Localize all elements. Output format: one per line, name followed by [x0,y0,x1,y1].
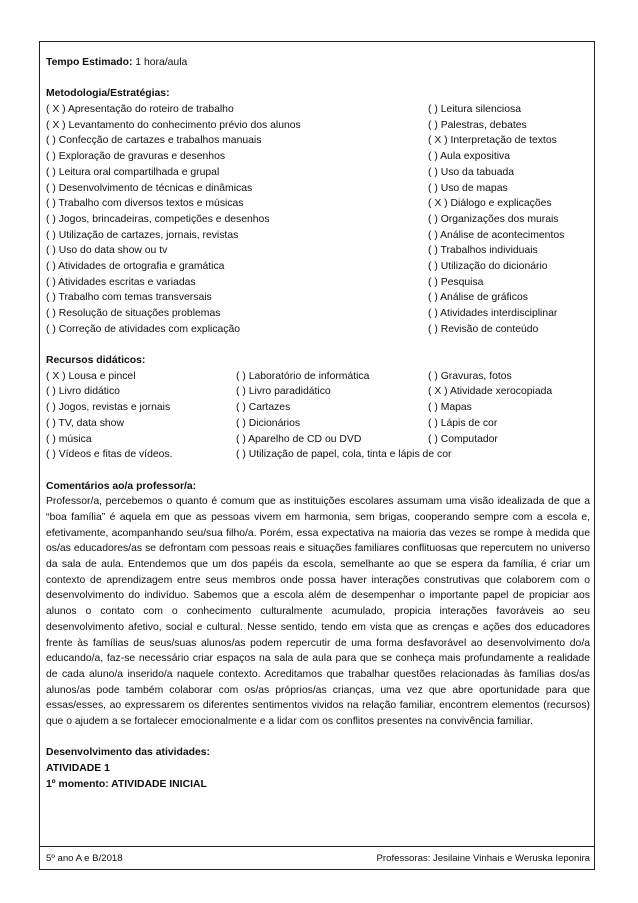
metodologia-option: ( ) Utilização de cartazes, jornais, revistas [46,229,239,241]
footer-class: 5º ano A e B/2018 [46,853,123,864]
recurso-option: ( ) Lápis de cor [428,417,498,429]
metodologia-option: ( ) Leitura oral compartilhada e grupal [46,166,220,178]
desenvolvimento-heading: Desenvolvimento das atividades: [46,747,210,759]
metodologia-option: ( ) Trabalho com temas transversais [46,292,212,304]
recursos-row [46,400,590,416]
metodologia-row [46,165,590,181]
metodologia-option: ( ) Atividades de ortografia e gramática [46,260,225,272]
metodologia-option: ( ) Uso da tabuada [428,166,515,178]
metodologia-option: ( ) Correção de atividades com explicação [46,323,241,335]
metodologia-option: ( ) Trabalho com diversos textos e músicas [46,198,244,210]
recurso-option: ( X ) Atividade xerocopiada [428,386,553,398]
recurso-option: ( ) Jogos, revistas e jornais [46,402,171,414]
footer [46,853,590,864]
metodologia-row [46,102,590,118]
metodologia-row [46,243,590,259]
recurso-option: ( ) Mapas [428,402,472,414]
metodologia-option: ( ) Análise de acontecimentos [428,229,565,241]
metodologia-option: ( ) Leitura silenciosa [428,104,521,116]
recurso-option: ( X ) Lousa e pincel [46,370,136,382]
recursos-heading: Recursos didáticos: [46,355,146,367]
metodologia-row [46,259,590,275]
metodologia-list [46,102,590,337]
footer-divider [39,846,595,847]
metodologia-row [46,196,590,212]
recursos-row [46,432,590,448]
metodologia-row [46,212,590,228]
recurso-option: ( ) Gravuras, fotos [428,370,512,382]
metodologia-option: ( X ) Diálogo e explicações [428,198,552,210]
recurso-option: ( ) Cartazes [236,402,291,414]
metodologia-option: ( ) Palestras, debates [428,119,527,131]
recursos-row [46,369,590,385]
metodologia-option: ( ) Atividades interdisciplinar [428,308,558,319]
recursos-row [46,416,590,432]
recursos-list [46,369,590,463]
metodologia-option: ( ) Atividades escritas e variadas [46,276,196,288]
recurso-option: ( ) Livro paradidático [236,386,331,398]
metodologia-row [46,118,590,134]
recurso-option: ( ) Dicionários [236,417,301,429]
metodologia-row [46,275,590,291]
comentarios-heading: Comentários ao/a professor/a: [46,480,197,492]
tempo-estimado [46,55,590,71]
tempo-value: 1 hora/aula [132,57,188,68]
metodologia-row [46,181,590,197]
recursos-row [46,447,590,463]
metodologia-option: ( X ) Interpretação de textos [428,135,557,147]
metodologia-row [46,322,590,338]
momento-title: 1º momento: ATIVIDADE INICIAL [46,778,207,790]
metodologia-option: ( ) Revisão de conteúdo [428,323,539,335]
atividade-title: ATIVIDADE 1 [46,763,110,775]
metodologia-row [46,306,590,322]
recurso-option: ( ) Laboratório de informática [236,370,370,382]
metodologia-option: ( ) Exploração de gravuras e desenhos [46,151,226,163]
recurso-option: ( ) Vídeos e fitas de vídeos. [46,449,173,461]
metodologia-option: ( ) Confecção de cartazes e trabalhos manuais [46,135,262,147]
recurso-option: ( ) Computador [428,433,498,445]
metodologia-row [46,228,590,244]
metodologia-row [46,149,590,165]
metodologia-option: ( ) Aula expositiva [428,151,511,163]
recurso-option: ( ) Livro didático [46,386,120,398]
metodologia-option: ( ) Uso de mapas [428,182,508,194]
metodologia-option: ( X ) Apresentação do roteiro de trabalho [46,104,234,116]
document-body [46,55,590,793]
recurso-option: ( ) Utilização de papel, cola, tinta e lápis de cor [236,449,452,461]
metodologia-option: ( ) Trabalhos individuais [428,245,538,257]
metodologia-option: ( ) Análise de gráficos [428,292,528,304]
metodologia-option: ( ) Uso do data show ou tv [46,245,168,257]
metodologia-row [46,290,590,306]
metodologia-option: ( ) Resolução de situações problemas [46,308,221,319]
metodologia-heading: Metodologia/Estratégias: [46,88,170,100]
footer-teachers: Professoras: Jesilaine Vinhais e Weruska Ieponira [376,853,590,864]
metodologia-row [46,133,590,149]
metodologia-option: ( X ) Levantamento do conhecimento prévio dos alunos [46,119,301,131]
metodologia-option: ( ) Pesquisa [428,276,484,288]
recurso-option: ( ) música [46,433,92,445]
metodologia-option: ( ) Jogos, brincadeiras, competições e desenhos [46,213,270,225]
metodologia-option: ( ) Organizações dos murais [428,213,559,225]
metodologia-option: ( ) Utilização do dicionário [428,260,548,272]
metodologia-option: ( ) Desenvolvimento de técnicas e dinâmicas [46,182,253,194]
recurso-option: ( ) TV, data show [46,417,124,429]
comentarios-paragraph: Professor/a, percebemos o quanto é comum que as instituições escolares assumam uma visão idealizada de que a “boa família” é aquela em que as pessoas vivem em harmonia, sem brigas, cooperando sempre com a escola e, efetivamente, acompanhando seu/sua filho/a. Porém, essa expectativa na maioria das vezes se rompe à medida que os/as educadores/as se defrontam com pessoas reais e situações familiares conflituosas que repercutem no universo da sala de aula. Entendemos que um dos papéis da escola, semelhante ao que se espera da família, é criar um contexto de aprendizagem entre seus membros onde possa haver interações construtivas que colaborem com o desenvolvimento do indivíduo. Sabemos que a escola além de desempenhar o importante papel de propiciar aos alunos o contato com o conhecimento culturalmente acumulado, propicia interações favoráveis ao seu desenvolvimento afetivo, social e cultural. Nesse sentido, tendo em vista que as crenças e ações dos educadores frente às famílias de seus/suas alunos/as podem repercutir de uma forma desfavorável ao desenvolvimento do/a educando/a, faz-se necessário criar espaços na sala de aula para que se conheça mais profundamente a realidade de cada aluno/a inserido/a naquele contexto. Acreditamos que trabalhar questões relacionadas às famílias dos/as alunos/as pode também colaborar com os/as próprios/as crianças, uma vez que abre oportunidade para que essas/esses, ao expressarem os diferentes sentimentos vividos na relação familiar, encontrem elementos (recursos) que o ajudem a se fortalecer emocionalmente e a lidar com os conflitos presentes na convivência familiar. [46,496,590,728]
recursos-row [46,384,590,400]
tempo-label: Tempo Estimado: [46,57,133,68]
recurso-option: ( ) Aparelho de CD ou DVD [236,433,362,445]
